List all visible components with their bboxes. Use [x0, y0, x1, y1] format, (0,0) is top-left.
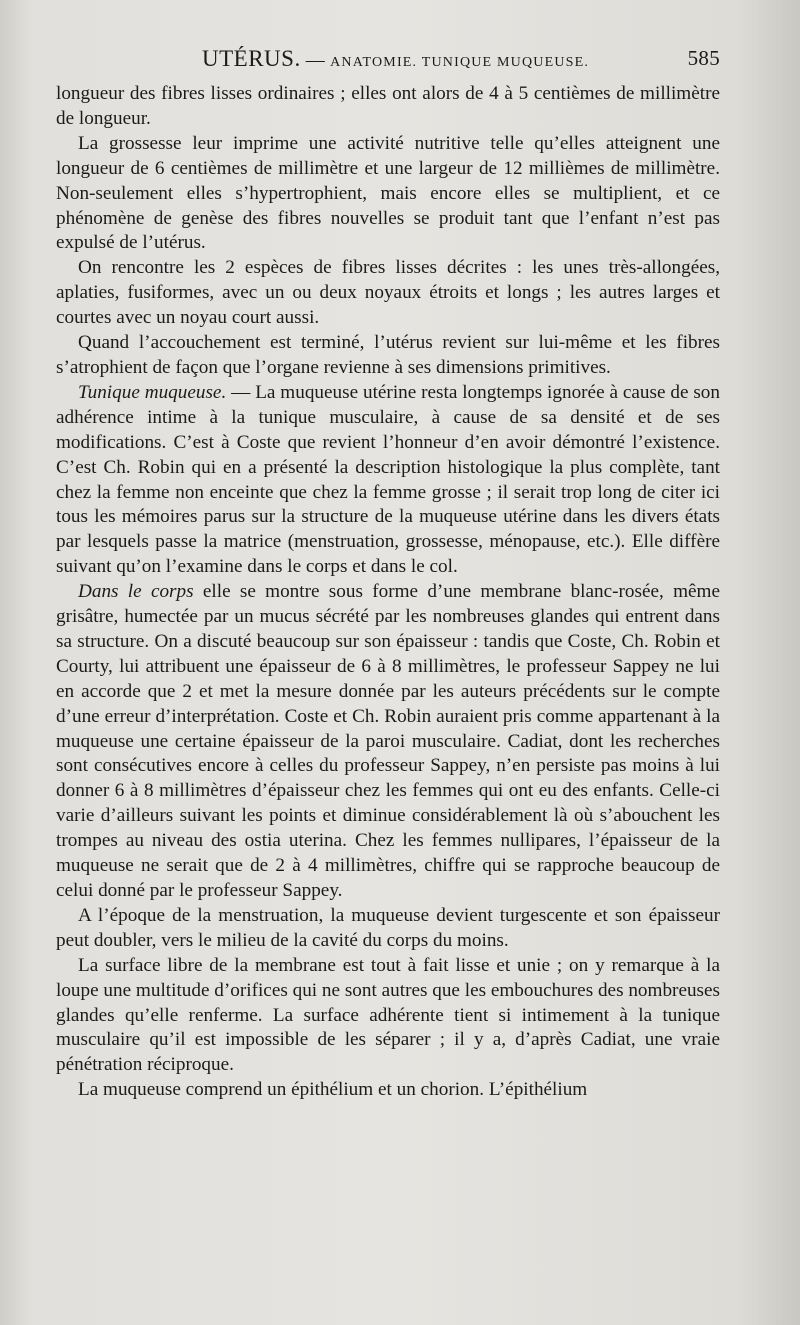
- paragraph-text: — La muqueuse utérine resta longtemps ignorée à cause de son adhérence intime à la tunique musculaire, à cause de sa densité et de ses modifications. C’est à Coste que revient l’honneur d’en avoir démontré l’existence. C’est Ch. Robin qui en a présenté la description histologique la plus complète, tant chez la femme non enceinte que chez la femme grosse ; il serait trop long de citer ici tous les mémoires parus sur la structure de la muqueuse utérine dans les divers états par lesquels passe la matrice (menstruation, grossesse, ménopause, etc.). Elle diffère suivant qu’on l’examine dans le corps et dans le col.: [56, 381, 720, 578]
- paragraph-text: A l’époque de la menstruation, la muqueuse devient turgescente et son épaisseur peut doubler, vers le milieu de la cavité du corps du moins.: [56, 904, 720, 951]
- paragraph-8: [56, 954, 720, 1079]
- body-text: [56, 82, 720, 1103]
- paragraph-9: [56, 1078, 720, 1103]
- title-sub: ANATOMIE. TUNIQUE MUQUEUSE.: [330, 55, 590, 70]
- paragraph-text: La grossesse leur imprime une activité nutritive telle qu’elles atteignent une longueur de 6 centièmes de millimètre et une largeur de 12 millièmes de millimètre. Non-seulement elles s’hypertrophient, mais encore elles se multiplient, et ce phénomène de genèse des fibres nouvelles se produit tant que l’enfant n’est pas expulsé de l’utérus.: [56, 132, 720, 254]
- paragraph-4: [56, 331, 720, 381]
- paragraph-text: La surface libre de la membrane est tout à fait lisse et unie ; on y remarque à la loupe une multitude d’orifices qui ne sont autres que les embouchures des nombreuses glandes qu’elle renferme. La surface adhérente tient si intimement à la tunique musculaire qu’il est impossible de les séparer ; il y a, d’après Cadiat, une vraie pénétration réciproque.: [56, 954, 720, 1076]
- paragraph-text: Quand l’accouchement est terminé, l’utérus revient sur lui-même et les fibres s’atrophient de façon que l’organe revienne à ses dimensions primitives.: [56, 332, 720, 378]
- paragraph-2: [56, 132, 720, 257]
- paragraph-text: La muqueuse comprend un épithélium et un chorion. L’épithélium: [78, 1079, 588, 1101]
- title-dash: —: [300, 50, 331, 71]
- page-number: 585: [687, 46, 720, 70]
- paragraph-5: [56, 381, 720, 580]
- paragraph-text: On rencontre les 2 espèces de fibres lisses décrites : les unes très-allongées, aplaties, fusiformes, avec un ou deux noyaux étroits et longs ; les autres larges et courtes avec un noyau court aussi.: [56, 257, 720, 329]
- paragraph-7: [56, 904, 720, 954]
- paragraph-3: [56, 256, 720, 331]
- subsection-heading-dans-le-corps: Dans le corps: [78, 581, 194, 603]
- paragraph-text: longueur des fibres lisses ordinaires ; elles ont alors de 4 à 5 centièmes de millimètre de longueur.: [56, 83, 720, 129]
- running-title: [202, 46, 589, 72]
- section-heading-tunique-muqueuse: Tunique muqueuse.: [78, 381, 227, 403]
- paragraph-6: [56, 580, 720, 904]
- title-main: UTÉRUS.: [202, 46, 301, 71]
- paragraph-1: [56, 82, 720, 132]
- running-header: [58, 46, 720, 80]
- paragraph-text: elle se montre sous forme d’une membrane blanc-rosée, même grisâtre, humectée par un mucus sécrété par les nombreuses glandes qui entrent dans sa structure. On a discuté beaucoup sur son épaisseur : tandis que Coste, Ch. Robin et Courty, lui attribuent une épaisseur de 6 à 8 millimètres, le professeur Sappey ne lui en accorde que 2 et met la mesure donnée par les auteurs précédents sur le compte d’une erreur d’interprétation. Coste et Ch. Robin auraient pris comme appartenant à la muqueuse une certaine épaisseur de la paroi musculaire. Cadiat, dont les recherches sont consécutives encore à celles du professeur Sappey, n’en persiste pas moins à lui donner 6 à 8 millimètres d’épaisseur chez les femmes qui ont eu des enfants. Celle-ci varie d’ailleurs suivant les points et diminue considérablement là où s’abouchent les trompes au niveau des ostia uterina. Chez les femmes nullipares, l’épaisseur de la muqueuse ne serait que de 2 à 4 millimètres, chiffre qui se rapproche beaucoup de celui donné par le professeur Sappey.: [56, 581, 720, 901]
